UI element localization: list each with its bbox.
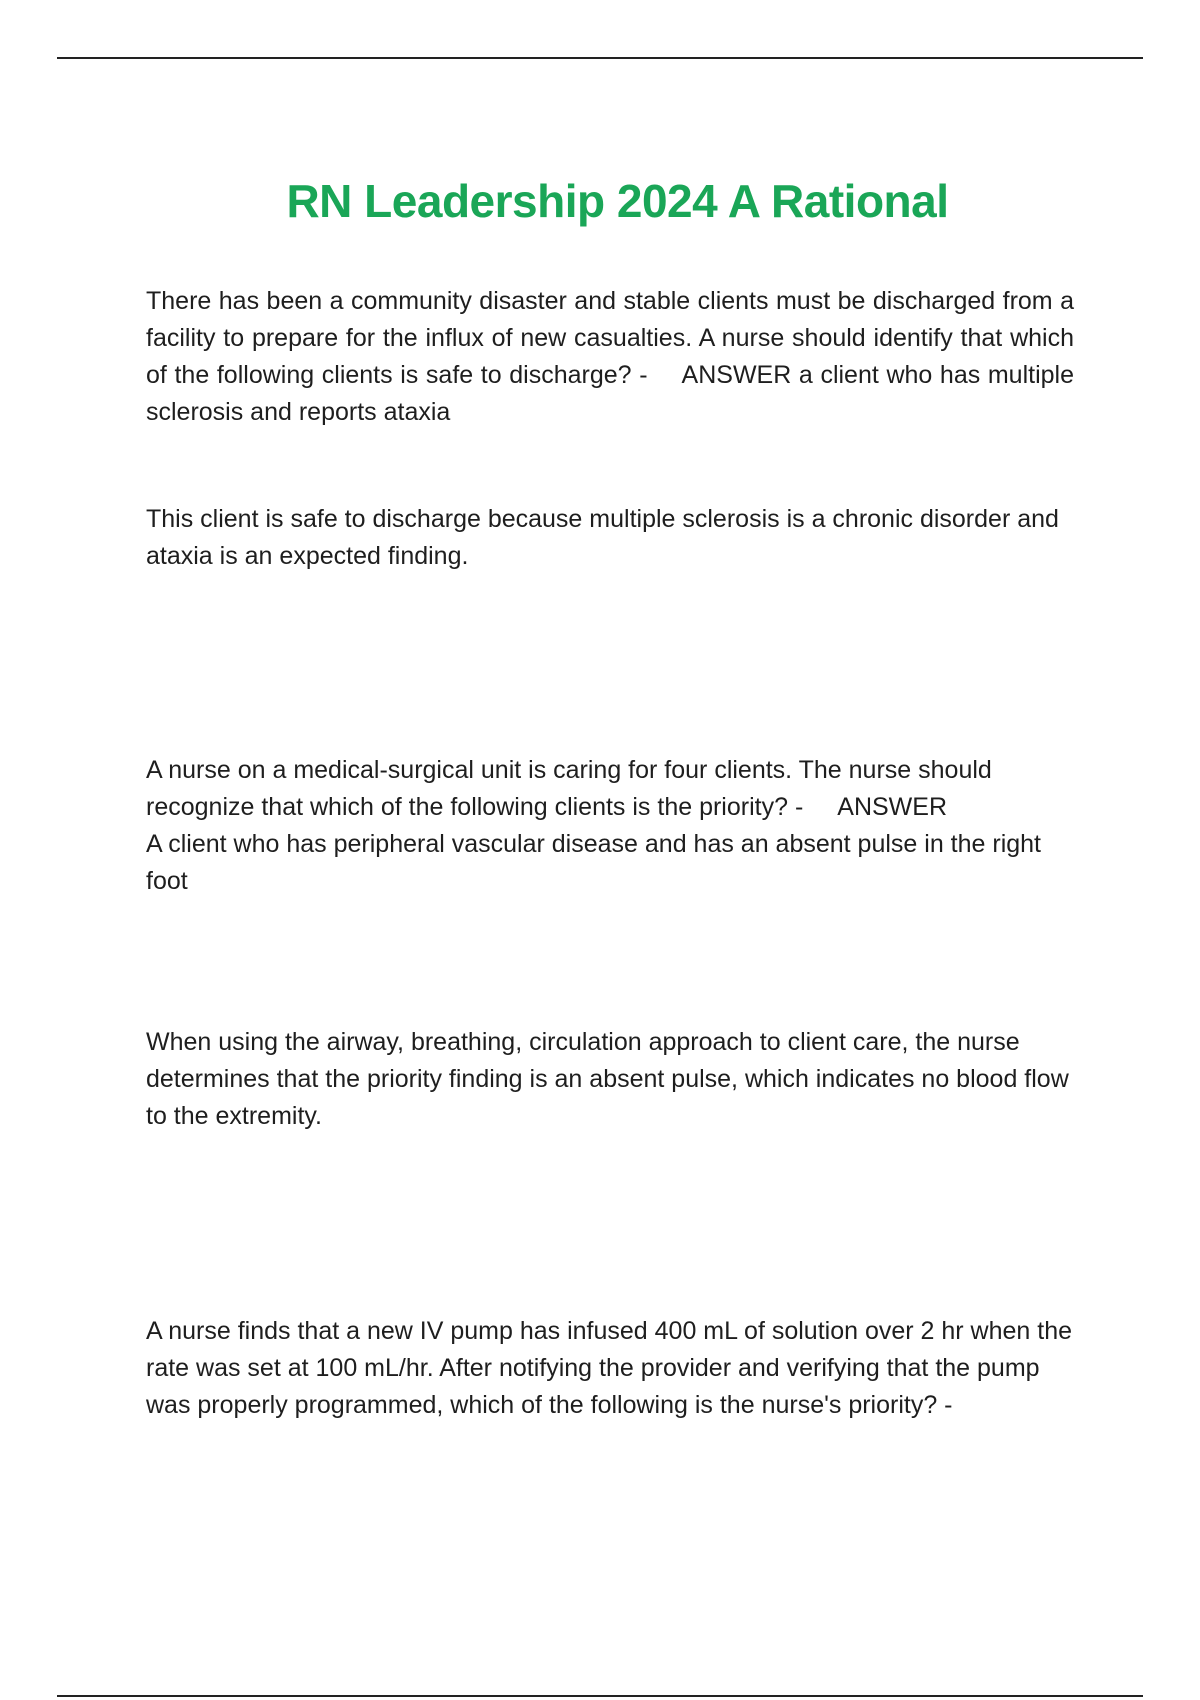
question-1-answer: a client who has multiple sclerosis and reports ataxia xyxy=(146,361,1075,426)
document-title: RN Leadership 2024 A Rational xyxy=(286,174,949,227)
question-1-text: There has been a community disaster and stable clients must be discharged from a facility to prepare for the influx of new casualties. A nurse should identify that which of the following clients is safe to discharge? - xyxy=(146,287,1074,389)
question-2-text: A nurse on a medical-surgical unit is caring for four clients. The nurse should recognize that which of the following clients is the priority? - xyxy=(146,756,992,821)
top-rule xyxy=(57,57,1143,59)
rationale-2: When using the airway, breathing, circulation approach to client care, the nurse determines that the priority finding is an absent pulse, which indicates no blood flow to the extremity. xyxy=(146,1028,1069,1130)
question-2 xyxy=(146,752,1074,900)
question-1 xyxy=(146,283,1074,431)
question-1-answer-label: ANSWER xyxy=(681,361,792,389)
bottom-rule xyxy=(57,1695,1143,1697)
question-2-answer: A client who has peripheral vascular disease and has an absent pulse in the right foot xyxy=(146,830,1042,895)
question-3: A nurse finds that a new IV pump has infused 400 mL of solution over 2 hr when the rate was set at 100 mL/hr. After notifying the provider and verifying that the pump was properly programmed, which of the following is the nurse's priority? - xyxy=(146,1317,1073,1419)
rationale-1: This client is safe to discharge because multiple sclerosis is a chronic disorder and ataxia is an expected finding. xyxy=(146,505,1059,570)
question-2-answer-label: ANSWER xyxy=(837,793,947,821)
